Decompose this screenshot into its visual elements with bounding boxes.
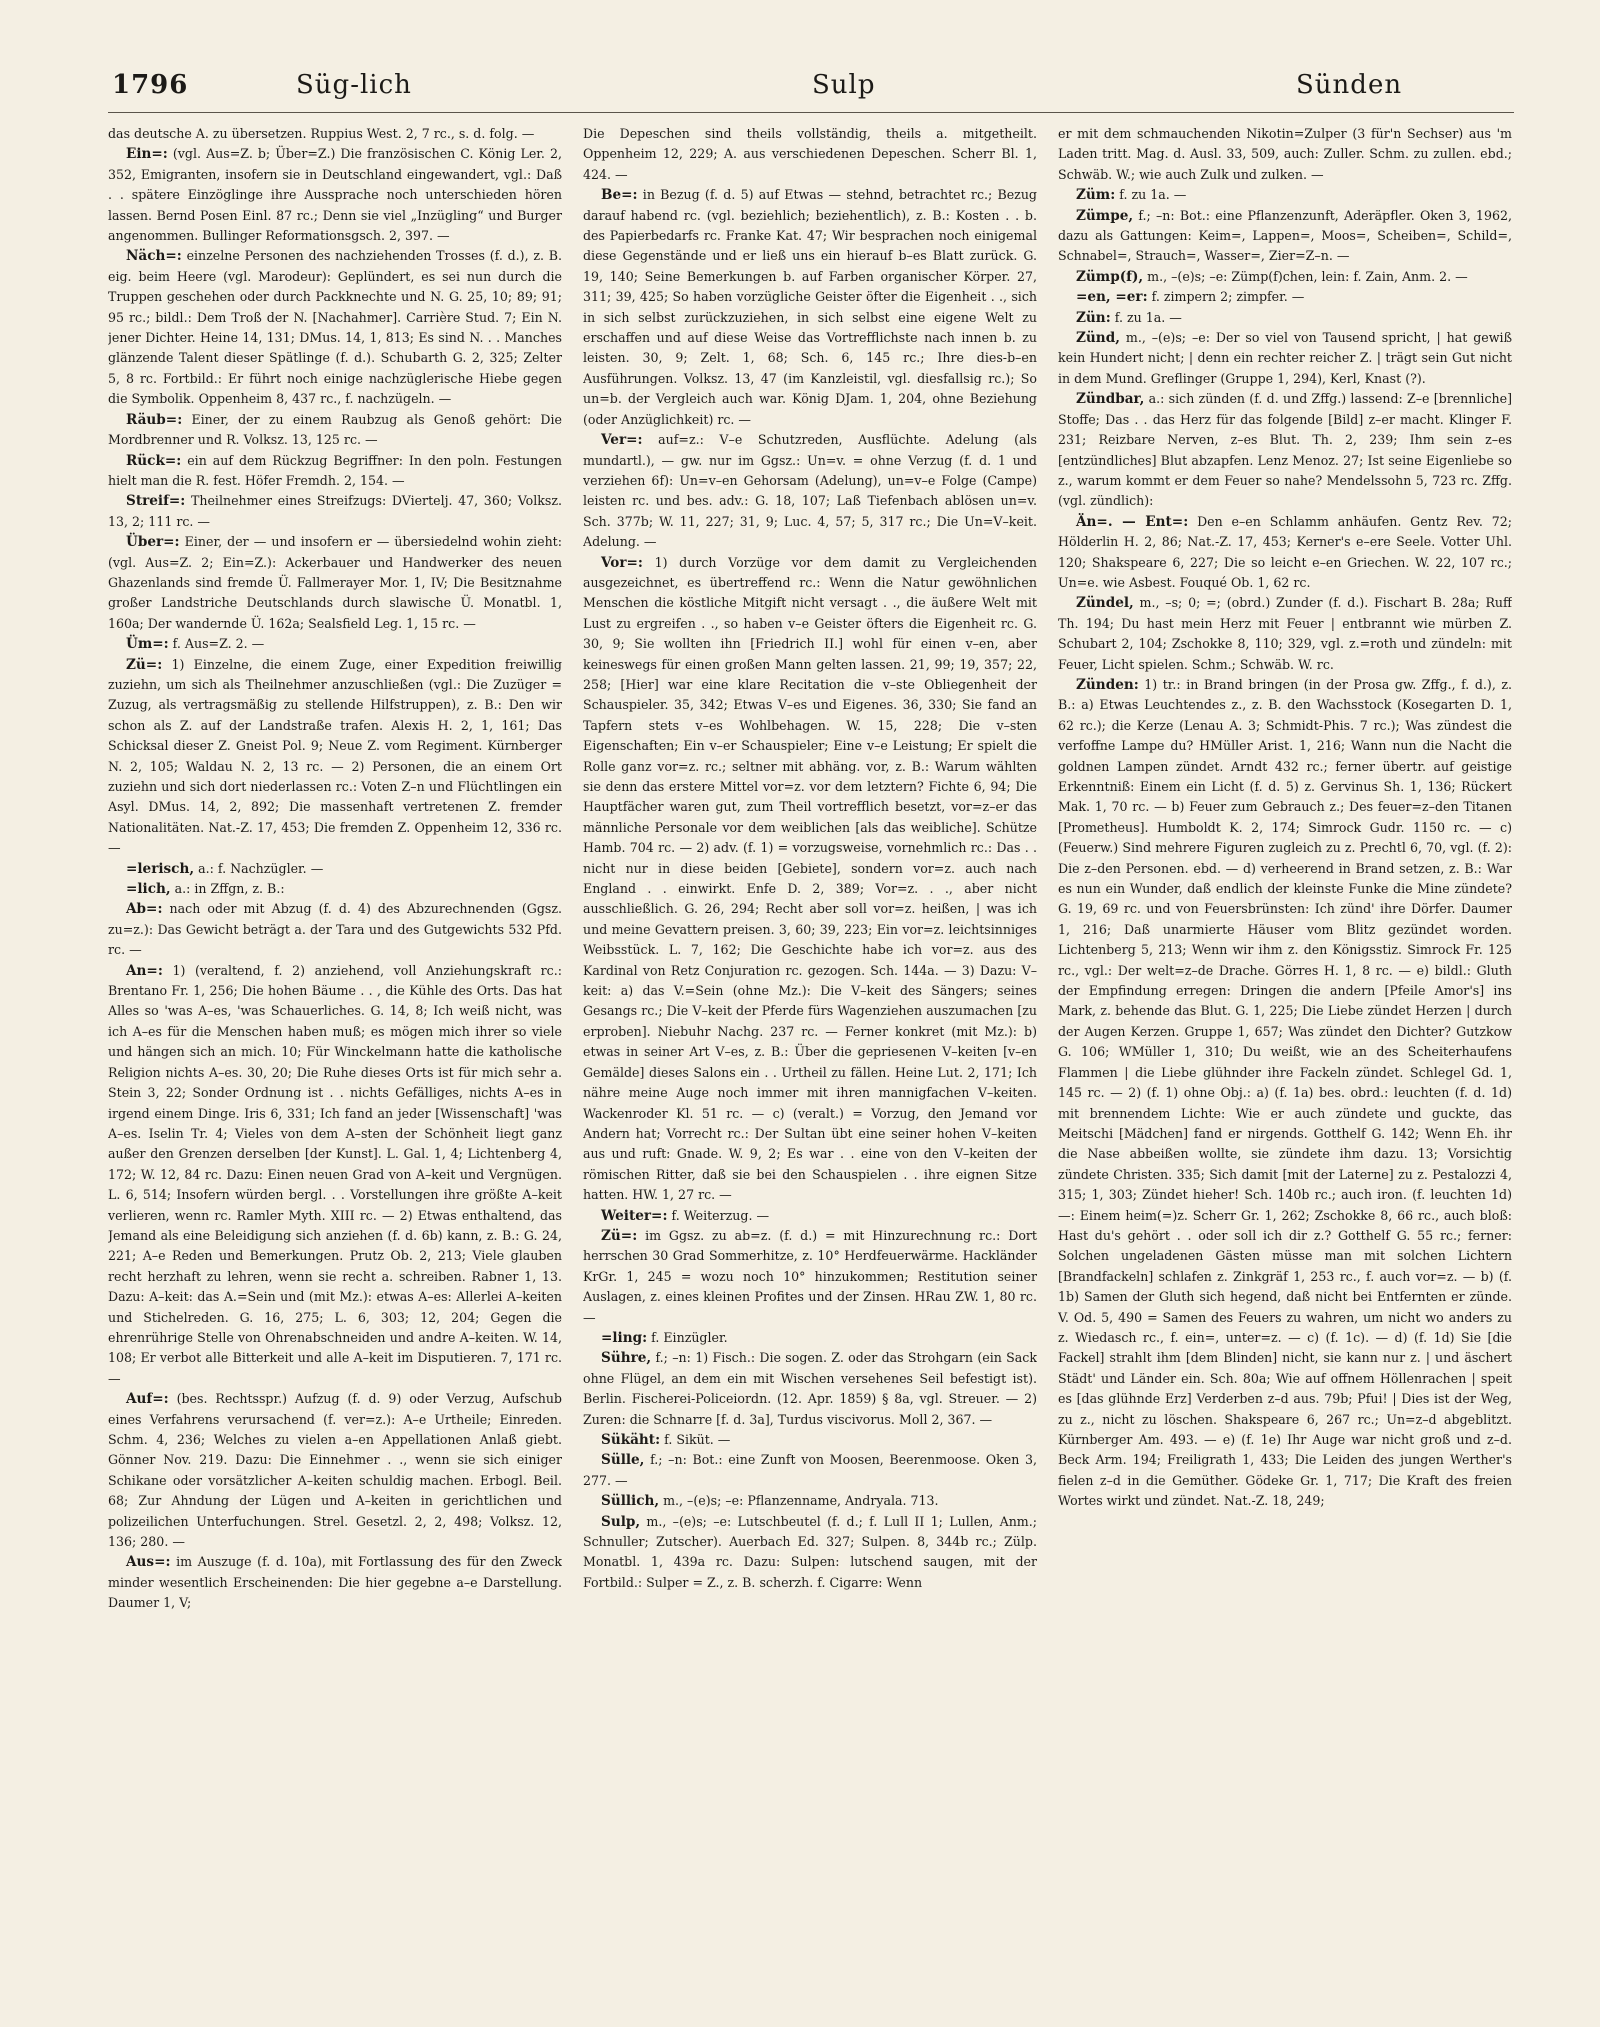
dictionary-entry [583,1450,1037,1491]
dictionary-entry [583,1206,1037,1226]
dictionary-entry [1058,124,1512,185]
entry-text: Einer, der zu einem Raubzug als Genoß gehört: Die Mordbrenner und R. Volksz. 13, 125 rc. — [108,411,562,448]
entry-headword: Näch=: [126,248,182,265]
entry-text: f. Einzügler. [651,1329,728,1345]
dictionary-entry [583,430,1037,552]
entry-text: auf=z.: V–e Schutzreden, Ausflüchte. Adelung (als mundartl.), — gw. nur im Ggsz.: Un=v. = ohne Verzug (f. d. 1 und verziehen 6f): Un=v–en Gehorsam (Adelung), un=v–e Folge (Campe) leisten rc. und bes. adv.: G. 18, 107; Laß Tiefenbach ablösen un=v. Sch. 377b; W. 11, 227; 31, 9; Luc. 4, 57; 5, 317 rc.; Die Un=V–keit. Adelung. — [583,432,1037,550]
entry-headword: Zü=: [126,656,163,673]
entry-headword: Sühre, [601,1350,652,1367]
entry-text: f. zimpern 2; zimpfer. — [1151,289,1305,305]
entry-text: Einer, der — und insofern er — übersiedelnd wohin zieht: (vgl. Aus=Z. 2; Ein=Z.): Ackerbauer und Handwerker des neuen Ghazenlands sind fremde Ü. Fallmerayer Mor. 1, IV; Die Besitznahme großer Landstriche Deutschlands durch slawische Ü. Monatbl. 1, 160a; Der wandernde Ü. 162a; Sealsfield Leg. 1, 15 rc. — [108,534,562,631]
dictionary-entry [583,553,1037,1206]
entry-text: 1) Einzelne, die einem Zuge, einer Expedition freiwillig zuziehn, um sich als Theilnehmer anzuschließen (vgl.: Die Zuzüger = Zuzug, als vertragsmäßig zu stellende Hilfstruppen), z. B.: Den wir schon als Z. auf der Landstraße trafen. Alexis H. 2, 1, 161; Das Schicksal dieser Z. Gneist Pol. 9; Neue Z. vom Regiment. Kürnberger N. 2, 105; Waldau N. 2, 13 rc. — 2) Personen, die an einem Ort zuziehn und sich dort niederlassen rc.: Voten Z–n und Flüchtlingen ein Asyl. DMus. 14, 2, 892; Die massenhaft vertretenen Z. fremder Nationalitäten. Nat.-Z. 17, 453; Die fremden Z. Oppenheim 12, 336 rc. — [108,656,562,856]
entry-text: f.; –n: Bot.: eine Pflanzenzunft, Aderäpfler. Oken 3, 1962, dazu als Gattungen: Keim=, Lappen=, Moos=, Scheiben=, Schild=, Schnabel=, Strauch=, Wasser=, Zier=Z–n. — [1058,207,1512,264]
entry-headword: Weiter=: [601,1207,668,1224]
dictionary-entry [1058,389,1512,511]
dictionary-entry [583,1512,1037,1594]
page-number: 1796 [112,70,189,100]
dictionary-entry [1058,287,1512,307]
entry-headword: Zü=: [601,1227,638,1244]
dictionary-entry [108,1552,562,1613]
dictionary-entry [1058,206,1512,267]
entry-headword: Züm: [1076,187,1116,204]
dictionary-entry [108,144,562,246]
entry-text: 1) tr.: in Brand bringen (in der Prosa gw. Zffg., f. d.), z. B.: a) Etwas Leuchtendes z., z. B. den Wachsstock (Kosegarten D. 1, 62 rc.); die Kerze (Lenau A. 3; Schmidt-Phis. 7 rc.); Was zündest die verfoffne Lampe du? HMüller Arist. 1, 216; Wann nun die Nacht die goldnen Lampen zündet. Arndt 432 rc.; ferner übertr. auf geistige Erkenntniß: Einem ein Licht (f. d. 5) z. Gervinus Sh. 1, 136; Rückert Mak. 1, 70 rc. — b) Feuer zum Gebrauch z.; Des feuer=z–den Titanen [Prometheus]. Humboldt K. 2, 174; Simrock Gudr. 1150 rc. — c) (Feuerw.) Sind mehrere Figuren zugleich zu z. Prechtl 6, 70, vgl. (f. 2): Die z–den Personen. ebd. — d) verheerend in Brand setzen, z. B.: War es nun ein Wunder, daß endlich der kleinste Funke die Mine zündete? G. 19, 69 rc. und von Feuersbrünsten: Ich zünd' ihre Dörfer. Daumer 1, 216; Daß unarmierte Häuser vom Blitz gezündet worden. Lichtenberg 5, 213; Wenn wir ihm z. den Königsstiz. Simrock Fr. 125 rc., vgl.: Der welt=z–de Drache. Görres H. 1, 8 rc. — e) bildl.: Gluth der Empfindung erregen: Dringen die andern [Pfeile Amor's] ins Mark, z. behende das Blut. G. 1, 225; Die Liebe zündet Herzen | durch der Augen Kerzen. Gruppe 1, 657; Was zündet den Dichter? Gutzkow G. 106; WMüller 1, 310; Du weißt, wie an des Scheiterhaufens Flammen | die Liebe glühnder ihre Fackeln zündet. Schlegel Gd. 1, 145 rc. — 2) (f. 1) ohne Obj.: a) (f. 1a) bes. obrd.: leuchten (f. d. 1d) mit brennendem Lichte: Wie er auch zündete und guckte, das Meitschi [Mädchen] fand er nirgends. Gotthelf G. 142; Wenn Eh. ihr die Nase abbeißen wollte, sie zündete ihm dazu. 13; Vorsichtig zündete Christen. 335; Sich damit [mit der Laterne] zu z. Pestalozzi 4, 315; 1, 303; Zündet hieher! Sch. 140b rc.; auch iron. (f. leuchten 1d) —: Einem heim(=)z. Scherr Gr. 1, 262; Zschokke 8, 66 rc., auch bloß: Hast du's gehört . . oder soll ich dir z.? Gotthelf G. 55 rc.; ferner: Solchen ungeladenen Gästen müsse man mit solchen Lichtern [Brandfackeln] schlafen z. Zinkgräf 1, 253 rc., f. auch vor=z. — b) (f. 1b) Samen der Gluth sich hegend, daß nicht bei Entfernten er zünde. V. Od. 5, 490 = Samen des Feuers zu wahren, um nicht wo anders zu z. Wiedasch rc., f. ein=, unter=z. — c) (f. 1c). — d) (f. 1d) Sie [die Fackel] strahlt ihm [dem Blinden] nicht, sie kann nur z. | und äschert Städt' und Länder ein. Sch. 80a; Wie auf offnem Höllenrachen | speit es [das glühnde Erz] Verderben z–d aus. 79b; Pfui! | Dies ist der Weg, zu z., nicht zu löschen. Shakspeare 6, 267 rc.; Un=z–d abgeblitzt. Kürnberger Am. 493. — e) (f. 1e) Ihr Auge war nicht groß und z–d. Beck Arm. 194; Freiligrath 1, 433; Die Leiden des jungen Werther's fielen z–d in die Gemüther. Gödeke Gr. 1, 717; Die Kraft des freien Wortes wirkt und zündet. Nat.-Z. 18, 249; [1058,676,1512,1509]
entry-text: ein auf dem Rückzug Begriffner: In den poln. Festungen hielt man die R. fest. Höfer Fremdh. 2, 154. — [108,452,562,488]
dictionary-entry [1058,593,1512,675]
entry-text: m., –(e)s; –e: Der so viel von Tausend spricht, | hat gewiß kein Hundert nicht; | denn ein rechter reicher Z. | trägt sein Gut nicht in dem Mund. Greflinger (Gruppe 1, 294), Kerl, Knast (?). [1058,330,1512,386]
column-3 [1058,124,1512,1994]
entry-headword: Rück=: [126,452,182,469]
entry-headword: Be=: [601,187,638,204]
entry-text: f.; –n: 1) Fisch.: Die sogen. Z. oder das Strohgarn (ein Sack ohne Flügel, an dem ein mit Wischen versehenes Seil befestigt ist). Berlin. Fischerei-Policeiordn. (12. Apr. 1859) § 8a, vgl. Streuer. — 2) Zuren: die Schnarre [f. d. 3a], Turdus viscivorus. Moll 2, 367. — [583,1350,1037,1427]
entry-headword: Ein=: [126,146,168,163]
entry-headword: Sükäht: [601,1432,661,1448]
entry-headword: =ling: [601,1329,648,1346]
dictionary-entry [108,532,562,634]
entry-headword: Üm=: [126,636,169,653]
dictionary-entry [1058,675,1512,1512]
entry-headword: =en, =er: [1076,289,1148,306]
entry-headword: =lich, [126,881,171,898]
column-2 [583,124,1037,1994]
left-guide-word: Süg-lich [296,70,412,100]
dictionary-entry [108,655,562,859]
entry-text: m., –(e)s; –e: Lutschbeutel (f. d.; f. Lull II 1; Lullen, Anm.; Schnuller; Zutscher). Auerbach Ed. 327; Sulpen. 8, 344b rc.; Zülp. Monatbl. 1, 439a rc. Dazu: Sulpen: lutschend saugen, mit der Fortbild.: Sulper = Z., z. B. scherzh. f. Cigarre: Wenn [583,1513,1037,1590]
entry-text: a.: in Zffgn, z. B.: [174,881,285,897]
entry-headword: Zün: [1076,309,1111,326]
dictionary-entry [108,879,562,899]
entry-headword: Streif=: [126,493,186,510]
page-header [0,0,1600,112]
dictionary-entry [108,491,562,532]
dictionary-entry [1058,328,1512,389]
dictionary-entry [108,899,562,960]
entry-text: 1) (veraltend, f. 2) anziehend, voll Anziehungskraft rc.: Brentano Fr. 1, 256; Die hohen Bäume . . , die Kühle des Orts. Das hat Alles so 'was A–es, 'was Schauerliches. G. 14, 8; Ich weiß nicht, was ich A–es für die Menschen haben muß; es mögen mich ihrer so viele und hängen sich an mich. 10; Für Winckelmann hatte die katholische Religion nichts A–es. 30, 20; Die Ruhe dieses Orts ist für mich sehr a. Stein 3, 22; Sonder Ordnung ist . . nichts Gefälliges, nichts A–es in irgend einem Dinge. Iris 6, 331; Ich fand an jeder [Wissenschaft] 'was A–es. Iselin Tr. 4; Vieles von dem A–sten der Schönheit liegt ganz außer den Grenzen derselben [der Kunst]. L. Gal. 1, 4; Lichtenberg 4, 172; W. 12, 84 rc. Dazu: Einen neuen Grad von A–keit und Vergnügen. L. 6, 514; Insofern würden bergl. . . Vorstellungen ihre größte A–keit verlieren, wenn rc. Ramler Myth. XIII rc. — 2) Etwas enthaltend, das Jemand als eine Beleidigung sich anziehen (f. d. 6b) kann, z. B.: G. 24, 221; A–e Reden und Bemerkungen. Prutz Ob. 2, 213; Viele glauben recht herzhaft zu lehren, wenn sie recht a. schreiben. Rabner 1, 13. Dazu: A–keit: das A.=Sein und (mit Mz.): etwas A–es: Allerlei A–keiten und Stichelreden. G. 16, 275; L. 6, 303; 12, 204; Gegen die ehrenrührige Stelle von Ohrenabschneiden und andre A–keiten. W. 14, 108; Er verbot alle Bitterkeit und alle A–keit im Disputieren. 7, 171 rc. — [108,962,562,1386]
entry-headword: Zündbar, [1076,391,1145,408]
entry-headword: Zündel, [1076,595,1134,612]
dictionary-entry [108,961,562,1390]
dictionary-entry [1058,185,1512,205]
entry-headword: =lerisch, [126,860,195,877]
dictionary-entry [583,185,1037,430]
entry-text: 1) durch Vorzüge vor dem damit zu Vergleichenden ausgezeichnet, es übertreffend rc.: Wenn die Natur gewöhnlichen Menschen die köstliche Mitgift nicht versagt . ., die äußere Welt mit Lust zu ergreifen . ., so haben v–e Geister öfters die Eigenheit rc. G. 30, 9; Sie wollten ihn [Friedrich II.] wohl für einen v–en, aber keineswegs für einen großen Mann gelten lassen. 21, 99; 19, 357; 22, 258; [Hier] war eine klare Recitation die v–ste Obliegenheit der Schauspieler. 35, 342; Etwas V–es und Eigenes. 36, 330; Sie fand an Tapfern stets v–es Wohlbehagen. W. 15, 228; Die v–sten Eigenschaften; Ein v–er Schauspieler; Eine v–e Leistung; Er spielt die Rolle ganz vor=z. rc.; seltner mit abhäng. vor, z. B.: Warum wählten sie denn das erstere Mittel vor=z. vor dem letztern? Fichte 6, 94; Die Hauptfächer waren gut, zum Theil vortrefflich besetzt, vor=z–er das männliche Personale vor dem weiblichen [als das weibliche]. Schütze Hamb. 704 rc. — 2) adv. (f. 1) = vorzugsweise, vornehmlich rc.: Das . . nicht nur in diese beiden [Gebiete], sondern vor=z. auch nach England . . einwirkt. Enfe D. 2, 389; Vor=z. . ., aber nicht ausschließlich. G. 26, 294; Recht aber soll vor=z. heißen, | was ich und meine Gevattern preisen. 3, 60; 39, 223; Ein vor=z. leichtsinniges Weibsstück. L. 7, 162; Die Geschichte habe ich vor=z. aus des Kardinal von Retz Conjuration rc. gezogen. Sch. 144a. — 3) Dazu: V–keit: a) das V.=Sein (ohne Mz.): Die V–keit des Sängers; seines Gesangs rc.; Die V–keit der Pferde fürs Wagenziehen auszumachen [zu erproben]. Niebuhr Nachg. 237 rc. — Ferner konkret (mit Mz.): b) etwas in seiner Art V–es, z. B.: Über die gepriesenen V–keiten [v–en Gemälde] dieses Salons ein . . Urtheil zu fällen. Heine Lut. 2, 171; Ich nähre meine Auge noch immer mit ihren mannigfachen V–keiten. Wackenroder Kl. 51 rc. — c) (veralt.) = Vorzug, den Jemand vor Andern hat; Vorrecht rc.: Der Sultan übt eine seiner hohen V–keiten aus und ruft: Gnade. W. 9, 2; Es war . . eine von den V–keiten der römischen Ritter, daß sie bei den Schauspielen . . ihre eignen Sitze hatten. HW. 1, 27 rc. — [583,554,1037,1203]
entry-text: m., –(e)s; –e: Zümp(f)chen, lein: f. Zain, Anm. 2. — [1147,268,1468,284]
entry-headword: An=: [126,962,163,979]
entry-text: Die Depeschen sind theils vollständig, theils a. mitgetheilt. Oppenheim 12, 229; A. aus verschiedenen Depeschen. Scherr Bl. 1, 424. — [583,126,1037,182]
entry-text: das deutsche A. zu übersetzen. Ruppius West. 2, 7 rc., s. d. folg. — [108,126,535,141]
entry-text: einzelne Personen des nachziehenden Trosses (f. d.), z. B. eig. beim Heere (vgl. Marodeur): Geplündert, es sei nun durch die Truppen geschehen oder durch Packknechte und N. G. 25, 10; 89; 91; 95 rc.; bildl.: Dem Troß der N. [Nachahmer]. Carrière Stud. 7; Ein N. jener Dichter. Heine 14, 131; DMus. 14, 1, 813; Es sind N. . . Manches glänzende Talent dieser Spätlinge (f. d.). Schubarth G. 2, 325; Zelter 5, 8 rc. Fortbild.: Er führt noch einige nachzüglerische Hiebe gegen die Symbolik. Oppenheim 8, 437 rc., f. nachzügeln. — [108,248,562,407]
entry-headword: Zünd, [1076,330,1120,347]
header-rule [108,112,1514,113]
entry-text: in Bezug (f. d. 5) auf Etwas — stehnd, betrachtet rc.; Bezug darauf habend rc. (vgl. beziehlich; beziehentlich), z. B.: Kosten . . b. des Papierbedarfs rc. Franke Kat. 47; Wir besprachen noch einigemal diese Gegenstände und er ließ uns ein hierauf b–es Blatt zurück. G. 19, 140; Seine Bemerkungen b. auf Farben organischer Körper. 27, 311; 39, 425; So haben vorzügliche Geister öfter die Eigenheit . ., sich in sich selbst zurückzuziehen, in sich selbst eine eigene Welt zu erschaffen und auf diese Weise das Vortrefflichste nach innen b. zu leisten. 30, 9; Zelt. 1, 68; Sch. 6, 145 rc.; Ihre dies-b–en Ausführungen. Volksz. 13, 47 (im Kanzleistil, vgl. diesfallsig rc.); So un=b. der Vergleich auch war. König DJam. 1, 204, ohne Beziehung (oder Anzüglichkeit) rc. — [583,187,1037,427]
entry-text: a.: f. Nachzügler. — [198,860,324,876]
entry-text: im Ggsz. zu ab=z. (f. d.) = mit Hinzurechnung rc.: Dort herrschen 30 Grad Sommerhitze, z. 10° Herdfeuerwärme. Hackländer KrGr. 1, 245 = wozu noch 10° hinzukommen; Restitution seiner Auslagen, z. eines kleinen Profites und der Zinsen. HRau ZW. 1, 80 rc. — [583,1227,1037,1325]
entry-headword: Sülle, [601,1452,645,1469]
entry-text: nach oder mit Abzug (f. d. 4) des Abzurechnenden (Ggsz. zu=z.): Das Gewicht beträgt a. der Tara und des Gutgewichts 532 Pfd. rc. — [108,901,562,958]
dictionary-entry [108,859,562,879]
entry-headword: Zümpe, [1076,207,1134,224]
entry-headword: Zümp(f), [1076,268,1144,285]
entry-text: f. zu 1a. — [1119,187,1187,203]
entry-text: f. zu 1a. — [1114,309,1182,325]
dictionary-entry [583,1491,1037,1511]
dictionary-entry [583,1328,1037,1348]
entry-text: m., –s; 0; =; (obrd.) Zunder (f. d.). Fischart B. 28a; Ruff Th. 194; Du hast mein Herz mit Feuer | entbrannt wie mürben Z. Schubart 2, 104; Zschokke 8, 110; 329, vgl. z.=roth und zündeln: mit Feuer, Licht spielen. Schm.; Schwäb. W. rc. [1058,595,1512,672]
dictionary-entry [1058,308,1512,328]
entry-text: f.; –n: Bot.: eine Zunft von Moosen, Beerenmoose. Oken 3, 277. — [583,1452,1037,1488]
entry-headword: Ver=: [601,432,643,449]
center-guide-word: Sulp [812,70,876,100]
entry-headword: Über=: [126,534,180,551]
entry-headword: Ab=: [126,901,163,918]
entry-text: f. Weiterzug. — [671,1207,770,1223]
entry-text: (bes. Rechtsspr.) Aufzug (f. d. 9) oder Verzug, Aufschub eines Verfahrens verursachend (f. ver=z.): A–e Urtheile; Einreden. Schm. 4, 236; Welches zu vielen a–en Appellationen Anlaß giebt. Gönner Nov. 219. Dazu: Die Einnehmer . ., wenn sie sich einiger Schikane oder vorsätzlicher A–keiten schuldig machen. Erbogl. Beil. 68; Zur Ahndung der Lügen und A–keiten in gerichtlichen und polizeilichen Unterfuchungen. Strel. Gesetzl. 2, 2, 498; Volksz. 12, 136; 280. — [108,1391,562,1550]
entry-text: f. Aus=Z. 2. — [172,636,265,652]
entry-text: (vgl. Aus=Z. b; Über=Z.) Die französischen C. König Ler. 2, 352, Emigranten, insofern sie in Deutschland eingewandert, vgl.: Daß . . spätere Einzöglinge ihre Aussprache noch unterschieden hören lassen. Bernd Posen Einl. 87 rc.; Denn sie viel „Inzügling“ und Burger angenommen. Bullinger Reformationsgsch. 2, 397. — [108,146,562,244]
entry-headword: Aus=: [126,1554,171,1571]
entry-text: Den e–en Schlamm anhäufen. Gentz Rev. 72; Hölderlin H. 2, 86; Nat.-Z. 17, 453; Kerner's e–ere Seele. Votter Uhl. 120; Shakspeare 6, 227; Die so leicht e–en Griechen. W. 22, 107 rc.; Un=e. wie Asbest. Fouqué Ob. 1, 62 rc. [1058,513,1512,590]
dictionary-entry [108,634,562,654]
dictionary-entry [583,1348,1037,1430]
dictionary-entry [108,124,562,144]
entry-text: im Auszuge (f. d. 10a), mit Fortlassung des für den Zweck minder wesentlich Erscheinenden: Die hier gegebne a–e Darstellung. Daumer 1, V; [108,1554,562,1611]
column-1 [108,124,562,1994]
entry-headword: Süllich, [601,1493,660,1510]
entry-headword: Auf=: [126,1391,169,1408]
entry-text: f. Siküt. — [664,1432,731,1447]
dictionary-entry [583,124,1037,185]
dictionary-entry [583,1430,1037,1450]
dictionary-entry [1058,512,1512,594]
entry-headword: Zünden: [1076,676,1139,693]
entry-headword: Sulp, [601,1513,641,1530]
dictionary-entry [108,1389,562,1552]
dictionary-entry [1058,267,1512,287]
right-guide-word: Sünden [1296,70,1403,100]
entry-headword: Än=. — Ent=: [1076,513,1189,530]
entry-text: Theilnehmer eines Streifzugs: DViertelj. 47, 360; Volksz. 13, 2; 111 rc. — [108,493,562,529]
entry-text: er mit dem schmauchenden Nikotin=Zulper (3 für'n Sechser) aus 'm Laden tritt. Mag. d. Ausl. 33, 509, auch: Zuller. Schm. zu zullen. ebd.; Schwäb. W.; wie auch Zulk und zulken. — [1058,126,1512,182]
dictionary-entry [108,451,562,492]
dictionary-entry [583,1226,1037,1328]
entry-text: m., –(e)s; –e: Pflanzenname, Andryala. 713. [663,1493,939,1509]
entry-headword: Vor=: [601,554,643,571]
dictionary-entry [108,410,562,451]
dictionary-entry [108,246,562,409]
entry-headword: Räub=: [126,411,183,428]
entry-text: a.: sich zünden (f. d. und Zffg.) lassend: Z–e [brennliche] Stoffe; Das . . das Herz für das folgende [Bild] z–er macht. Klinger F. 231; Reizbare Nerven, z–es Blut. Th. 2, 239; Ihm sein z–es [entzündliches] Blut abzapfen. Lenz Menoz. 27; Ist seine Eigenliebe so z., warum kommt er dem Feuer so nahe? Mendelssohn 5, 723 rc. Zffg. (vgl. zündlich): [1058,391,1512,509]
